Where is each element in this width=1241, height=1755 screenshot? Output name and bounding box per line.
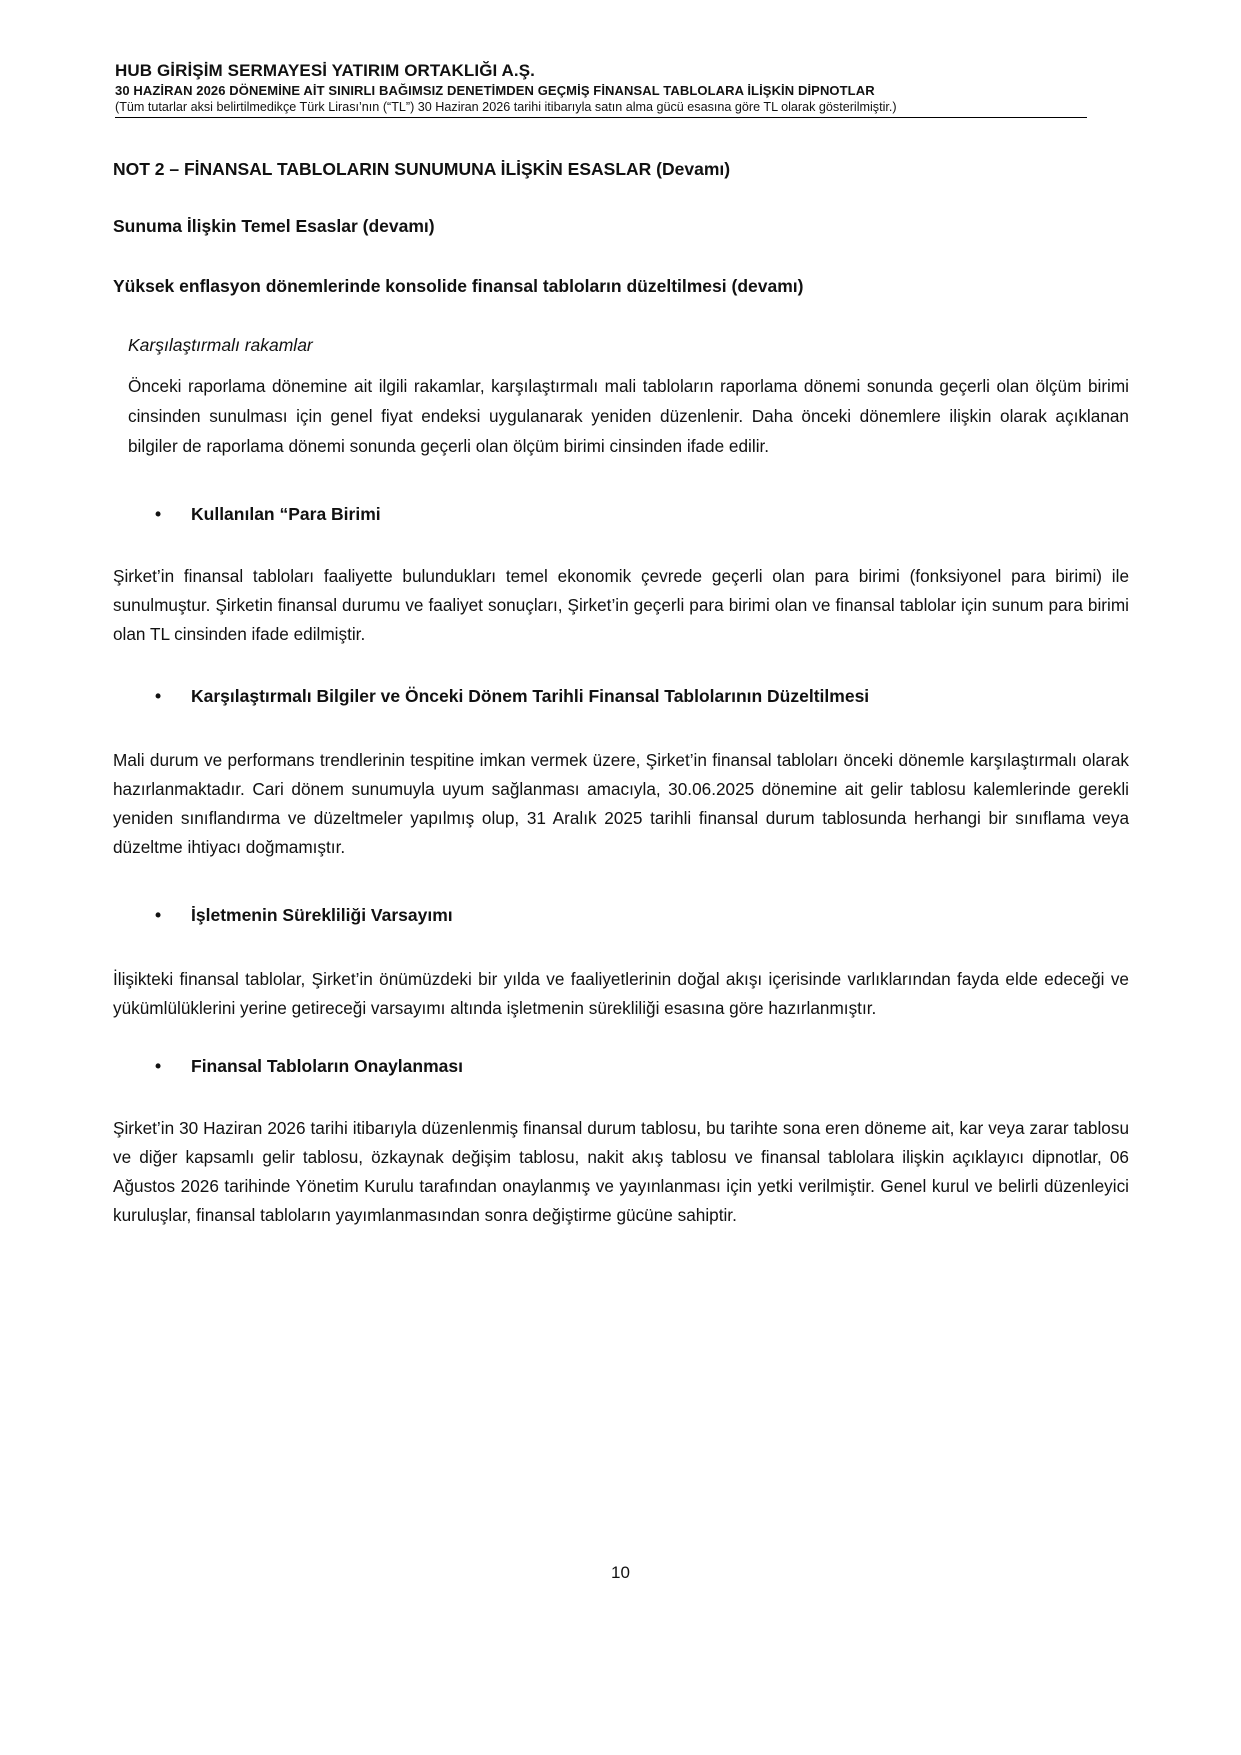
bullet-heading-text: İşletmenin Sürekliliği Varsayımı <box>191 905 453 925</box>
bullet-icon: • <box>155 905 162 925</box>
report-period-title: 30 HAZİRAN 2026 DÖNEMİNE AİT SINIRLI BAĞIMSIZ DENETİMDEN GEÇMİŞ FİNANSAL TABLOLARA İLİŞKİN DİPNOTLAR <box>115 83 875 98</box>
bullet-heading-text: Finansal Tabloların Onaylanması <box>191 1056 463 1076</box>
page-number: 10 <box>611 1563 630 1582</box>
bullet-icon: • <box>155 504 162 524</box>
company-name: HUB GİRİŞİM SERMAYESİ YATIRIM ORTAKLIĞI A.Ş. <box>115 61 536 80</box>
topic-heading: Yüksek enflasyon dönemlerinde konsolide finansal tabloların düzeltilmesi (devamı) <box>113 276 804 296</box>
paragraph-comparative-figures: Önceki raporlama dönemine ait ilgili rakamlar, karşılaştırmalı mali tabloların raporlama dönemi sonunda geçerli olan ölçüm birimi cinsinden sunulması için genel fiyat endeksi uygulanarak yeniden düzenlenir. Daha önceki dönemlere ilişkin olarak açıklanan bilgiler de raporlama dönemi sonunda geçerli olan ölçüm birimi cinsinden ifade edilir. <box>128 376 1129 456</box>
bullet-heading-text: Karşılaştırmalı Bilgiler ve Önceki Dönem Tarihli Finansal Tablolarının Düzeltilmesi <box>191 686 870 706</box>
section-heading: NOT 2 – FİNANSAL TABLOLARIN SUNUMUNA İLİŞKİN ESASLAR (Devamı) <box>113 159 731 179</box>
paragraph-going-concern: İlişikteki finansal tablolar, Şirket’in önümüzdeki bir yılda ve faaliyetlerinin doğal akışı içerisinde varlıklarından fayda elde edeceği ve yükümlülüklerini yerine getireceği varsayımı altında işletmenin sürekliliği esasına göre hazırlanmıştır. <box>113 969 1129 1018</box>
paragraph-comparative-info: Mali durum ve performans trendlerinin tespitine imkan vermek üzere, Şirket’in finansal tabloları önceki dönemle karşılaştırmalı olarak hazırlanmaktadır. Cari dönem sunumuyla uyum sağlanması amacıyla, 30.06.2025 dönemine ait gelir tablosu kalemlerinde gerekli yeniden sınıflandırma ve düzeltmeler yapılmış olup, 31 Aralık 2025 tarihli finansal durum tablosunda herhangi bir sınıflama veya düzeltme ihtiyacı doğmamıştır. <box>113 750 1129 857</box>
italic-subheading: Karşılaştırmalı rakamlar <box>128 335 313 355</box>
page-header <box>115 60 1087 118</box>
bullet-icon: • <box>155 686 162 706</box>
currency-note: (Tüm tutarlar aksi belirtilmedikçe Türk Lirası’nın (“TL”) 30 Haziran 2026 tarihi itibarıyla satın alma gücü esasına göre TL olarak gösterilmiştir.) <box>115 99 1087 118</box>
paragraph-currency: Şirket’in finansal tabloları faaliyette bulundukları temel ekonomik çevrede geçerli olan para birimi (fonksiyonel para birimi) ile sunulmuştur. Şirketin finansal durumu ve faaliyet sonuçları, Şirket’in geçerli para birimi olan ve finansal tablolar için sunum para birimi olan TL cinsinden ifade edilmiştir. <box>113 566 1129 644</box>
bullet-heading-text: Kullanılan “Para Birimi <box>191 504 381 524</box>
subsection-heading: Sunuma İlişkin Temel Esaslar (devamı) <box>113 216 435 236</box>
paragraph-approval: Şirket’in 30 Haziran 2026 tarihi itibarıyla düzenlenmiş finansal durum tablosu, bu tarihte sona eren döneme ait, kar veya zarar tablosu ve diğer kapsamlı gelir tablosu, özkaynak değişim tablosu, nakit akış tablosu ve finansal tablolara ilişkin açıklayıcı dipnotlar, 06 Ağustos 2026 tarihinde Yönetim Kurulu tarafından onaylanmış ve yayınlanması için yetki verilmiştir. Genel kurul ve belirli düzenleyici kuruluşlar, finansal tabloların yayımlanmasından sonra değiştirme gücüne sahiptir. <box>113 1118 1129 1225</box>
bullet-icon: • <box>155 1056 162 1076</box>
